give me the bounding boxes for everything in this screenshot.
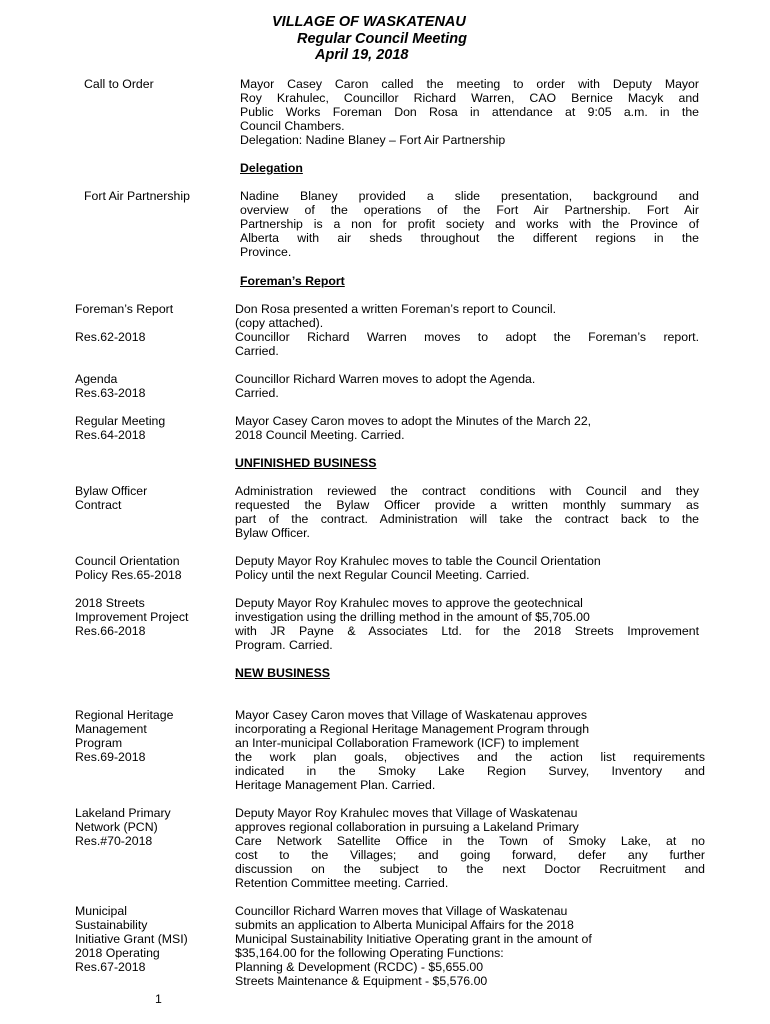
item-text-streets-improvement [235,596,699,652]
text-line: Don Rosa presented a written Foreman’s report to Council. [235,302,557,316]
text-line: Municipal Sustainability Initiative Operating grant in the amount of [235,932,592,946]
text-line: overview of the operations of the Fort Air Partnership. Fort Air [240,203,699,217]
item-text-bylaw-officer [235,484,699,540]
section-heading-new-business: NEW BUSINESS [235,666,330,680]
text-line: part of the contract. Administration will take the contract back to the [235,512,699,526]
page-number: 1 [155,992,162,1006]
text-line: Public Works Foreman Don Rosa in attendance at 9:05 a.m. in the [240,105,699,119]
document-title: VILLAGE OF WASKATENAU [272,14,466,30]
text-line: Alberta with air sheds throughout the different regions in the [240,231,699,245]
text-line: approves regional collaboration in pursuing a Lakeland Primary [235,820,579,834]
item-label-streets-improvement: 2018 Streets Improvement Project Res.66-2018 [75,596,189,638]
item-label-res-62: Res.62-2018 [75,330,146,344]
text-line: discussion on the subject to the next Doctor Recruitment and [235,862,705,876]
text-line: Heritage Management Plan. Carried. [235,778,436,792]
item-text-fort-air [240,189,699,259]
item-text-regular-meeting [235,414,699,442]
item-label-lakeland-pcn: Lakeland Primary Network (PCN) Res.#70-2018 [75,806,171,848]
text-line: Mayor Casey Caron called the meeting to order with Deputy Mayor [240,77,699,91]
text-line: Deputy Mayor Roy Krahulec moves to table the Council Orientation [235,554,601,568]
text-line: Care Network Satellite Office in the Town of Smoky Lake, at no [235,834,705,848]
text-line: Carried. [235,344,279,358]
section-heading-foremans-report: Foreman’s Report [240,274,345,288]
text-line: Councillor Richard Warren moves that Village of Waskatenau [235,904,568,918]
text-line: the work plan goals, objectives and the action list requirements [235,750,705,764]
text-line: requested the Bylaw Officer provide a written monthly summary as [235,498,699,512]
text-line: Mayor Casey Caron moves that Village of Waskatenau approves [235,708,588,722]
item-label-council-orientation: Council Orientation Policy Res.65-2018 [75,554,182,582]
text-line: Deputy Mayor Roy Krahulec moves that Village of Waskatenau [235,806,578,820]
text-line: with JR Payne & Associates Ltd. for the 2018 Streets Improvement [235,624,699,638]
item-label-regional-heritage: Regional Heritage Management Program Res.69-2018 [75,708,174,764]
text-line: $35,164.00 for the following Operating Functions: [235,946,504,960]
item-text-msi-grant [235,904,705,988]
text-line: Bylaw Officer. [235,526,310,540]
text-line: Mayor Casey Caron moves to adopt the Minutes of the March 22, [235,414,592,428]
text-line: (copy attached). [235,316,324,330]
item-label-regular-meeting: Regular Meeting Res.64-2018 [75,414,166,442]
item-label-foremans-report: Foreman’s Report [75,302,174,316]
text-line: Councillor Richard Warren moves to adopt the Foreman’s report. [235,330,699,344]
text-line: Carried. [235,386,279,400]
text-line: an Inter-municipal Collaboration Framework (ICF) to implement [235,736,579,750]
text-line: Roy Krahulec, Councillor Richard Warren, CAO Bernice Macyk and [240,91,699,105]
item-text-regional-heritage [235,708,705,792]
text-line: indicated in the Smoky Lake Region Survey, Inventory and [235,764,705,778]
text-line: submits an application to Alberta Municipal Affairs for the 2018 [235,918,574,932]
text-line: Nadine Blaney provided a slide presentation, background and [240,189,699,203]
item-text-res-62 [235,330,699,358]
item-text-agenda [235,372,699,400]
text-line: Retention Committee meeting. Carried. [235,876,449,890]
text-line: Deputy Mayor Roy Krahulec moves to approve the geotechnical [235,596,583,610]
text-line: Program. Carried. [235,638,333,652]
section-heading-unfinished-business: UNFINISHED BUSINESS [235,456,377,470]
text-line: Delegation: Nadine Blaney – Fort Air Partnership [240,133,506,147]
text-line: Planning & Development (RCDC) - $5,655.00 [235,960,484,974]
section-heading-delegation: Delegation [240,161,303,175]
item-label-bylaw-officer: Bylaw Officer Contract [75,484,148,512]
text-line: Council Chambers. [240,119,345,133]
text-line: Administration reviewed the contract conditions with Council and they [235,484,699,498]
text-line: Province. [240,245,292,259]
text-line: Policy until the next Regular Council Meeting. Carried. [235,568,530,582]
item-text-call-to-order [240,77,699,147]
text-line: investigation using the drilling method in the amount of $5,705.00 [235,610,590,624]
text-line: cost to the Villages; and going forward, defer any further [235,848,705,862]
text-line: incorporating a Regional Heritage Management Program through [235,722,590,736]
meeting-type: Regular Council Meeting [297,31,467,47]
item-label-agenda: Agenda Res.63-2018 [75,372,146,400]
text-line: Partnership is a non for profit society and works with the Province of [240,217,699,231]
text-line: Streets Maintenance & Equipment - $5,576.00 [235,974,488,988]
text-line: Councillor Richard Warren moves to adopt the Agenda. [235,372,536,386]
item-label-fort-air: Fort Air Partnership [84,189,190,203]
item-text-council-orientation [235,554,699,582]
item-label-call-to-order: Call to Order [84,77,154,91]
item-text-foremans-report [235,302,699,330]
item-label-msi-grant: Municipal Sustainability Initiative Grant (MSI) 2018 Operating Res.67-2018 [75,904,188,974]
text-line: 2018 Council Meeting. Carried. [235,428,405,442]
meeting-date: April 19, 2018 [315,47,409,63]
item-text-lakeland-pcn [235,806,705,890]
